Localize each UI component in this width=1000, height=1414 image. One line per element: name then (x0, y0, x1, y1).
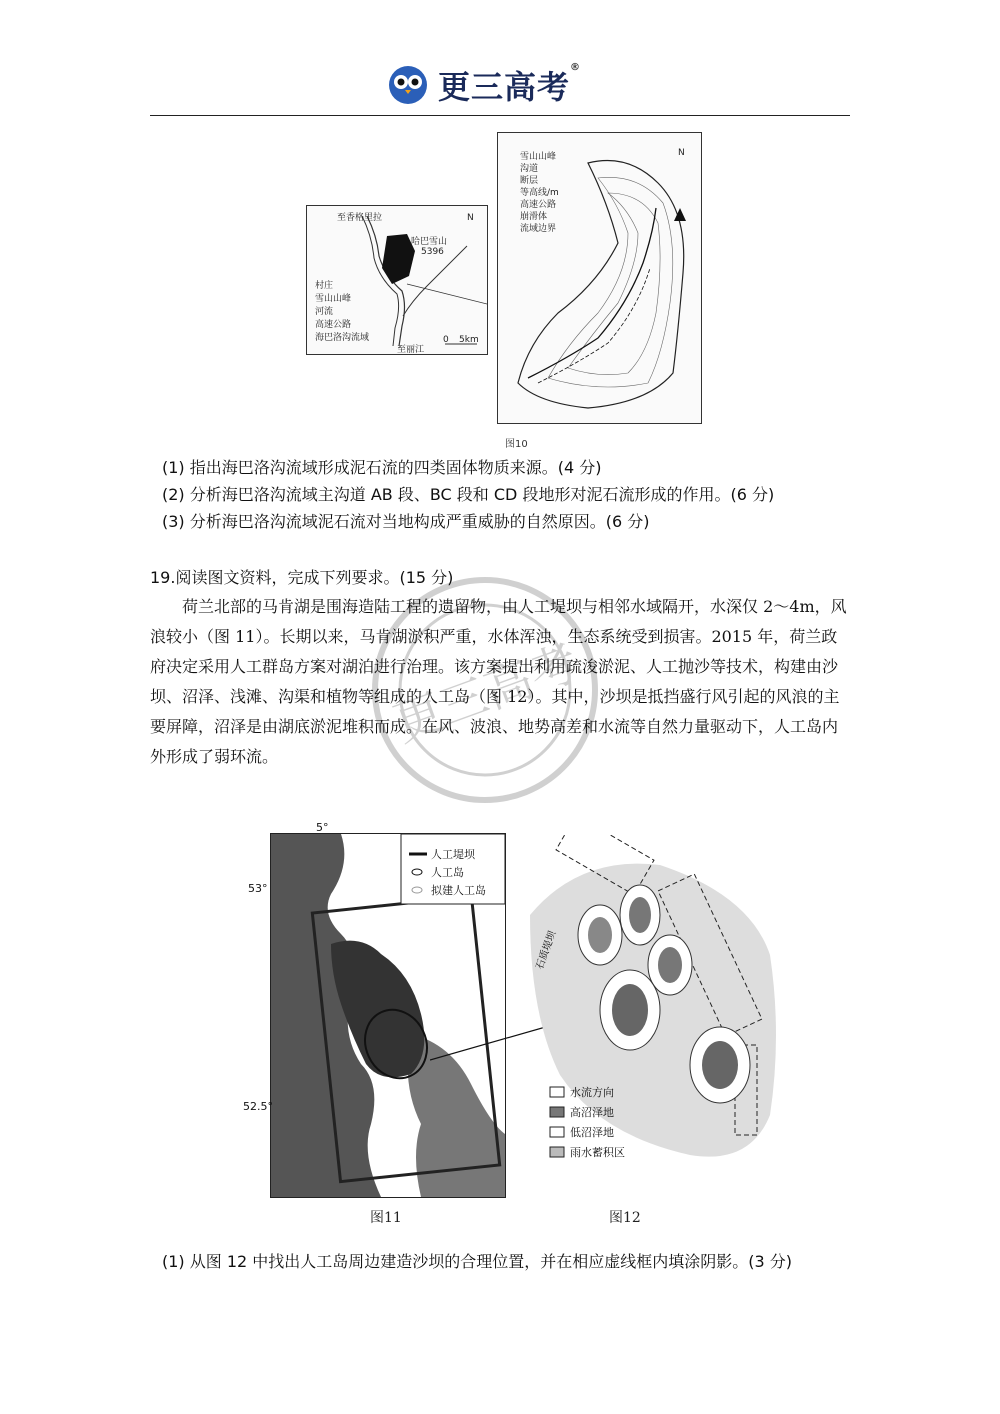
watermark-text: 更三高考 (386, 634, 587, 753)
legend-r-channel: 沟道 (520, 164, 539, 174)
legend-r-contour: 等高线/m (520, 188, 559, 198)
legend-island: 人工岛 (431, 866, 464, 879)
legend-planned-island: 拟建人工岛 (431, 884, 486, 897)
legend-rain-storage: 雨水蓄积区 (570, 1146, 625, 1159)
figure10-basin-map (497, 132, 702, 424)
fig12-side-label: 石质堤坝 (534, 929, 559, 972)
scale-end: 5km (459, 335, 479, 345)
header-divider (150, 115, 850, 116)
fig11-longitude: 5° (316, 821, 329, 834)
legend-r-fault: 断层 (520, 176, 539, 186)
logo-text: 更三高考® (438, 62, 582, 106)
q19-title: 19.阅读图文资料，完成下列要求。(15 分) (150, 568, 454, 587)
legend-basin: 海巴洛沟流域 (315, 333, 370, 343)
fig11-lat-53: 53° (248, 882, 268, 895)
q19-paragraph: 荷兰北部的马肯湖是围海造陆工程的遗留物，由人工堤坝与相邻水域隔开，水深仅 2～4m，风浪较小（图 11）。长期以来，马肯湖淤积严重，水体浑浊，生态系统受到损害。2015 年，荷兰政府决定采用人工群岛方案对湖泊进行治理。该方案提出利用疏浚淤泥、人工抛沙等技术，构建由沙坝、沼泽、浅滩、沟渠和植物等组成的人工岛（图 12）。其中，沙坝是抵挡盛行风引起的风浪的主要屏障，沼泽是由湖底淤泥堆积而成。在风、波浪、地势高差和水流等自然力量驱动下，人工岛内外形成了弱环流。 (150, 597, 847, 766)
scale-start: 0 (443, 335, 449, 345)
fig11-lat-52-5: 52.5° (243, 1100, 273, 1113)
legend-r-highway: 高速公路 (520, 200, 557, 210)
figure11-caption: 图11 (370, 1210, 402, 1226)
label-to-shangrila: 至香格里拉 (337, 213, 383, 223)
label-haba-snow-mountain: 哈巴雪山 (411, 237, 448, 247)
watermark-stamp (355, 560, 615, 820)
legend-low-marsh: 低沼泽地 (570, 1126, 614, 1139)
figure12-island-diagram (520, 835, 785, 1175)
figure10-location-map (306, 205, 488, 355)
figure12-caption: 图12 (609, 1210, 641, 1226)
legend-high-marsh: 高沼泽地 (570, 1106, 614, 1119)
legend-village: 村庄 (315, 281, 334, 291)
legend-highway: 高速公路 (315, 320, 352, 330)
legend-dike: 人工堤坝 (431, 848, 475, 861)
legend-r-peak: 雪山山峰 (520, 152, 557, 162)
legend-flow: 水流方向 (570, 1086, 614, 1099)
q19-item-1: (1) 从图 12 中找出人工岛周边建造沙坝的合理位置，并在相应虚线框内填涂阴影。(3 分) (162, 1252, 793, 1271)
q18-item-2: (2) 分析海巴洛沟流域主沟道 AB 段、BC 段和 CD 段地形对泥石流形成的作用。(6 分) (162, 485, 775, 504)
label-elevation: 5396 (421, 247, 444, 257)
owl-icon (388, 65, 428, 105)
legend-r-boundary: 流域边界 (520, 224, 557, 234)
brand-logo (388, 62, 628, 108)
legend-r-landslide: 崩滑体 (520, 212, 548, 222)
legend-river: 河流 (315, 307, 334, 317)
figure10-caption: 图10 (505, 439, 528, 450)
north-arrow-right: N (678, 148, 685, 158)
q18-item-1: (1) 指出海巴洛沟流域形成泥石流的四类固体物质来源。(4 分) (162, 458, 602, 477)
label-to-lijiang: 至丽江 (397, 345, 425, 354)
north-arrow-left: N (467, 213, 474, 223)
q18-item-3: (3) 分析海巴洛沟流域泥石流对当地构成严重威胁的自然原因。(6 分) (162, 512, 650, 531)
legend-peak: 雪山山峰 (315, 294, 352, 304)
